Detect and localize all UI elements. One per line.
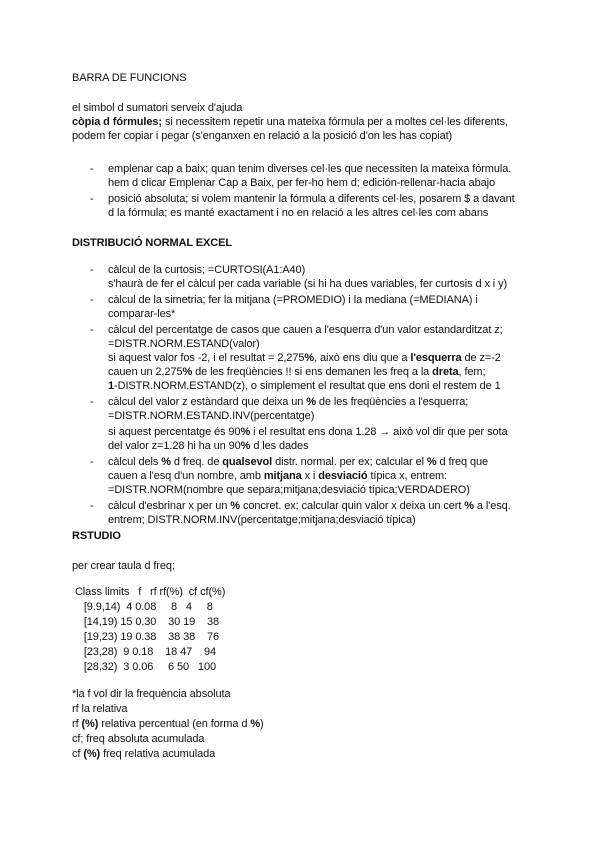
- text-run: -DISTR.NORM.ESTAND(z), o simplement el resultat que ens doni el restem de 1: [114, 380, 501, 392]
- text-run: x i: [301, 470, 319, 482]
- text-run: distr. normal. per ex; calcular el: [272, 456, 427, 468]
- text-run: càlcul d'esbrinar x per un: [108, 500, 231, 512]
- text-run-bold: %: [161, 456, 171, 468]
- text-run-bold: dreta: [432, 366, 459, 378]
- bullet-dash: -: [90, 163, 94, 175]
- section-heading-normal-distribution: DISTRIBUCIÓ NORMAL EXCEL: [72, 237, 232, 249]
- bullet-dash: -: [90, 456, 94, 468]
- bullet-dash: -: [90, 324, 94, 336]
- freq-table-row: [28,32) 3 0.06 6 50 100: [72, 661, 216, 673]
- absolute-position-line-1: posició absoluta; si volem mantenir la fórmula a diferents cel·les, posarem $ a davant: [108, 193, 515, 205]
- text-run: , això ens diu que a: [314, 352, 411, 364]
- text-run: cf: [72, 748, 84, 760]
- legend-line-1: *la f vol dir la frequència absoluta: [72, 688, 231, 700]
- text-run: d freq que: [436, 456, 489, 468]
- text-run-bold: %: [250, 718, 260, 730]
- text-run: freq relativa acumulada: [100, 748, 216, 760]
- kurtosis-line-1: càlcul de la curtosis; =CURTOSI(A1:A40): [108, 264, 306, 276]
- text-run: rf: [72, 718, 82, 730]
- text-run: ): [260, 718, 264, 730]
- percentage-line-2: =DISTR.NORM.ESTAND(valor): [108, 338, 260, 350]
- rstudio-intro: per crear taula d freq;: [72, 560, 175, 572]
- freq-table-row: [19,23) 19 0.38 38 38 76: [72, 631, 220, 643]
- bullet-dash: -: [90, 396, 94, 408]
- text-run: del valor z=1.28 hi ha un 90: [108, 440, 241, 452]
- text-run: cauen un 2,275: [108, 366, 183, 378]
- text-run-bold: %: [240, 440, 251, 452]
- legend-line-3: [72, 718, 264, 731]
- any-distribution-line-1: [108, 456, 488, 469]
- text-run: càlcul del valor z estàndard que deixa un: [108, 396, 307, 408]
- freq-table-row: [14,19) 15 0.30 30 19 38: [72, 616, 220, 628]
- text-run-bold: (%): [81, 718, 99, 730]
- kurtosis-line-2: s'haurà de fer el càlcul per cada variable (si hi ha dues variables, fer curtosis d x i y): [108, 278, 508, 290]
- percentage-line-1: càlcul del percentatge de casos que cauen a l'esquerra d'un valor estandarditzat z;: [108, 324, 503, 336]
- text-run-bold: %: [182, 366, 193, 378]
- bullet-dash: -: [90, 500, 94, 512]
- z-value-line-4: [108, 440, 308, 453]
- text-run-bold: desviació: [318, 470, 368, 482]
- z-value-line-1: [108, 396, 468, 409]
- text-run: concret. ex; calcular quin valor x deixa un cert: [239, 500, 465, 512]
- z-value-line-2: =DISTR.NORM.ESTAND.INV(percentatge): [108, 410, 315, 422]
- fill-down-line-1: emplenar cap a baix; quan tenim diverses cel·les que necessiten la mateixa fórmula.: [108, 163, 512, 175]
- intro-line-3: podem fer copiar i pegar (s'enganxen en relació a la posició d'on les has copiat): [72, 130, 453, 142]
- text-run: de les freqüències a l'esquerra;: [315, 396, 469, 408]
- find-x-line-2: entrem; DISTR.NORM.INV(percentatge;mitjana;desviació típica): [108, 514, 416, 526]
- intro-line-1: el simbol d sumatori serveix d'ajuda: [72, 102, 243, 114]
- z-value-line-3: [108, 426, 507, 439]
- text-run: típica x, entrem:: [367, 470, 448, 482]
- text-run: d freq. de: [170, 456, 223, 468]
- percentage-line-3: [108, 352, 501, 365]
- text-run-bold: %: [230, 500, 240, 512]
- intro-line-2: [72, 116, 508, 129]
- bullet-dash: -: [90, 294, 94, 306]
- percentage-line-4: [108, 366, 485, 379]
- text-run-bold: mitjana: [263, 470, 302, 482]
- section-heading-rstudio: RSTUDIO: [72, 530, 121, 542]
- text-run: i el resultat ens dona 1.28 → això vol dir que per sota: [250, 426, 508, 438]
- text-run-bold: qualsevol: [222, 456, 273, 468]
- legend-line-2: rf la relativa: [72, 703, 128, 715]
- text-run-bold: 1: [108, 380, 115, 392]
- freq-table-row: [23,28) 9 0.18 18 47 94: [72, 646, 216, 658]
- text-run: de z=-2: [461, 352, 501, 364]
- text-run: si aquest valor fos -2, i el resultat = 2,275: [108, 352, 305, 364]
- freq-table-row: [9.9,14) 4 0.08 8 4 8: [72, 601, 213, 613]
- doc-title: BARRA DE FUNCIONS: [72, 72, 187, 84]
- text-run-bold: %: [464, 500, 474, 512]
- text-run: càlcul dels: [108, 456, 162, 468]
- symmetry-line-2: comparar-les*: [108, 308, 176, 320]
- legend-line-5: [72, 748, 215, 761]
- bullet-dash: -: [90, 193, 94, 205]
- any-distribution-line-2: [108, 470, 447, 483]
- legend-line-4: cf; freq absoluta acumulada: [72, 733, 205, 745]
- text-run: si aquest percentatge és 90: [108, 426, 241, 438]
- text-run-bold: %: [426, 456, 437, 468]
- copy-formulas-bold: còpia d fórmules;: [72, 116, 162, 128]
- bullet-dash: -: [90, 264, 94, 276]
- any-distribution-line-3: =DISTR.NORM(nombre que separa;mitjana;desviació típica;VERDADERO): [108, 484, 470, 496]
- text-run-bold: (%): [83, 748, 101, 760]
- text-run: a l'esq.: [473, 500, 511, 512]
- fill-down-line-2: hem d clicar Emplenar Cap a Baix, per fer-ho hem d; edición-rellenar-hacia abajo: [108, 177, 495, 189]
- copy-formulas-text: si necessitem repetir una mateixa fórmula per a moltes cel·les diferents,: [161, 116, 508, 128]
- text-run: , fem;: [458, 366, 486, 378]
- text-run-bold: %: [240, 426, 251, 438]
- symmetry-line-1: càlcul de la simetria; fer la mitjana (=PROMEDIO) i la mediana (=MEDIANA) i: [108, 294, 478, 306]
- text-run: de les freqüències !! si ens demanen les freq a la: [192, 366, 433, 378]
- text-run: cauen a l'esq d'un nombre, amb: [108, 470, 264, 482]
- find-x-line-1: [108, 500, 511, 513]
- text-run: relativa percentual (en forma d: [98, 718, 251, 730]
- percentage-line-5: [108, 380, 501, 393]
- text-run-bold: %: [304, 352, 315, 364]
- absolute-position-line-2: d la fórmula; es manté exactament i no en relació a les altres cel·les com abans: [108, 207, 489, 219]
- text-run-bold: l'esquerra: [410, 352, 462, 364]
- text-run: d les dades: [250, 440, 309, 452]
- text-run-bold: %: [306, 396, 316, 408]
- freq-table-header: Class limits f rf rf(%) cf cf(%): [72, 586, 226, 598]
